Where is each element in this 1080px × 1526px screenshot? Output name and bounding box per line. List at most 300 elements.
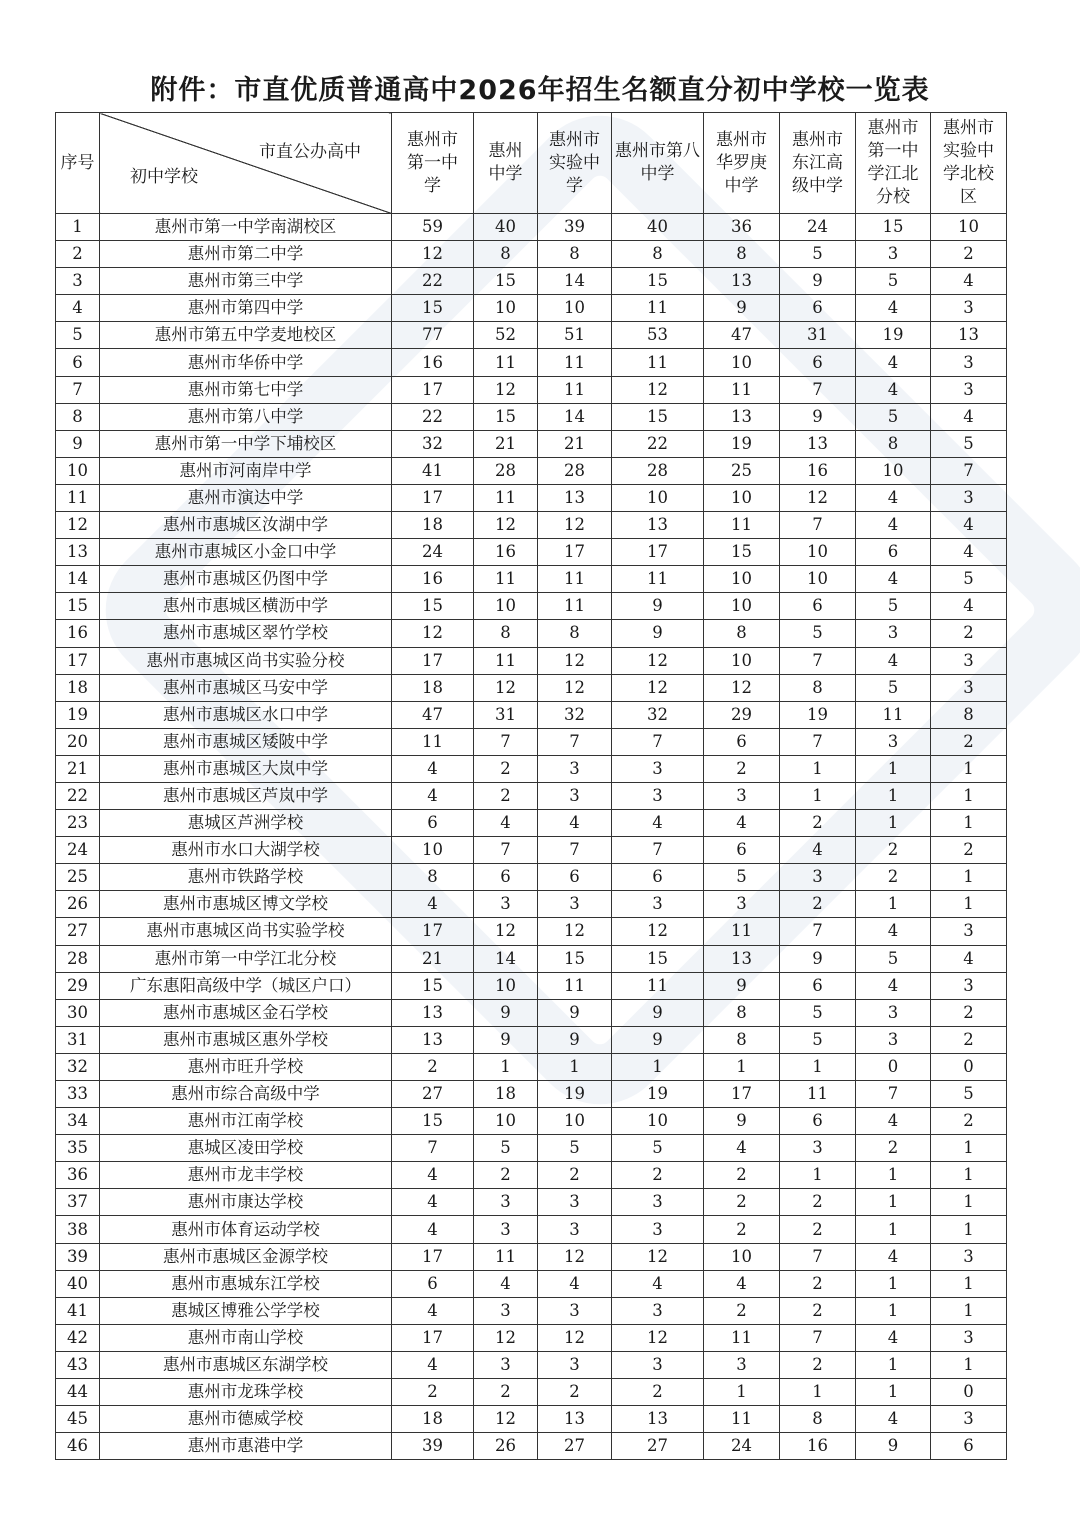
quota-cell: 5 (856, 403, 931, 430)
quota-cell: 11 (704, 512, 780, 539)
quota-cell: 7 (780, 512, 856, 539)
quota-cell: 19 (612, 1081, 704, 1108)
quota-cell: 39 (538, 214, 612, 241)
quota-cell: 12 (474, 674, 538, 701)
quota-cell: 11 (704, 376, 780, 403)
quota-cell: 2 (704, 1297, 780, 1324)
quota-cell: 5 (780, 999, 856, 1026)
quota-cell: 2 (780, 1216, 856, 1243)
quota-cell: 13 (392, 999, 474, 1026)
quota-cell: 21 (392, 945, 474, 972)
school-name-cell: 惠州市第四中学 (100, 295, 392, 322)
table-row (56, 945, 1007, 972)
quota-cell: 3 (931, 1324, 1007, 1351)
quota-cell: 0 (931, 1379, 1007, 1406)
quota-cell: 9 (612, 620, 704, 647)
school-name-cell: 惠州市惠城区博文学校 (100, 891, 392, 918)
school-name-cell: 广东惠阳高级中学（城区户口） (100, 972, 392, 999)
quota-cell: 15 (474, 268, 538, 295)
table-row (56, 1270, 1007, 1297)
quota-cell: 0 (931, 1053, 1007, 1080)
quota-cell: 26 (474, 1433, 538, 1460)
quota-cell: 40 (474, 214, 538, 241)
row-number-cell: 44 (56, 1379, 100, 1406)
quota-cell: 12 (474, 1324, 538, 1351)
table-row (56, 1108, 1007, 1135)
quota-cell: 7 (856, 1081, 931, 1108)
row-number-cell: 8 (56, 403, 100, 430)
quota-cell: 2 (856, 1135, 931, 1162)
quota-cell: 11 (474, 1243, 538, 1270)
quota-cell: 4 (392, 891, 474, 918)
quota-cell: 3 (538, 1189, 612, 1216)
quota-cell: 11 (538, 593, 612, 620)
quota-cell: 11 (474, 647, 538, 674)
quota-cell: 13 (780, 430, 856, 457)
quota-cell: 17 (392, 647, 474, 674)
high-school-axis-label: 市直公办高中 (259, 142, 361, 162)
quota-cell: 13 (612, 1406, 704, 1433)
quota-cell: 15 (612, 268, 704, 295)
row-number-cell: 45 (56, 1406, 100, 1433)
quota-cell: 11 (704, 918, 780, 945)
quota-cell: 3 (780, 864, 856, 891)
quota-cell: 77 (392, 322, 474, 349)
quota-cell: 1 (856, 1189, 931, 1216)
quota-cell: 32 (612, 701, 704, 728)
table-row (56, 512, 1007, 539)
quota-cell: 31 (780, 322, 856, 349)
quota-cell: 1 (856, 1162, 931, 1189)
quota-cell: 15 (704, 539, 780, 566)
row-number-cell: 29 (56, 972, 100, 999)
school-name-cell: 惠州市第五中学麦地校区 (100, 322, 392, 349)
quota-cell: 4 (856, 295, 931, 322)
quota-cell: 10 (704, 349, 780, 376)
quota-cell: 3 (612, 891, 704, 918)
quota-cell: 12 (612, 918, 704, 945)
quota-cell: 11 (474, 484, 538, 511)
quota-cell: 5 (856, 268, 931, 295)
quota-cell: 6 (538, 864, 612, 891)
quota-cell: 6 (392, 810, 474, 837)
row-number-cell: 14 (56, 566, 100, 593)
quota-cell: 4 (856, 647, 931, 674)
table-row (56, 620, 1007, 647)
quota-cell: 27 (612, 1433, 704, 1460)
quota-cell: 1 (931, 891, 1007, 918)
quota-cell: 13 (704, 403, 780, 430)
quota-cell: 15 (392, 593, 474, 620)
quota-cell: 18 (392, 1406, 474, 1433)
quota-cell: 10 (612, 1108, 704, 1135)
quota-cell: 4 (856, 918, 931, 945)
quota-cell: 3 (538, 755, 612, 782)
school-name-cell: 惠州市华侨中学 (100, 349, 392, 376)
table-row (56, 214, 1007, 241)
quota-cell: 11 (538, 349, 612, 376)
school-name-cell: 惠州市惠城区大岚中学 (100, 755, 392, 782)
table-row (56, 295, 1007, 322)
quota-cell: 2 (780, 1189, 856, 1216)
quota-cell: 6 (612, 864, 704, 891)
quota-cell: 39 (392, 1433, 474, 1460)
row-number-cell: 4 (56, 295, 100, 322)
quota-cell: 16 (780, 457, 856, 484)
quota-cell: 11 (612, 295, 704, 322)
table-row (56, 837, 1007, 864)
quota-cell: 11 (612, 972, 704, 999)
quota-cell: 9 (780, 945, 856, 972)
quota-cell: 19 (704, 430, 780, 457)
row-number-cell: 2 (56, 241, 100, 268)
quota-cell: 2 (856, 837, 931, 864)
table-row (56, 918, 1007, 945)
table-body (56, 214, 1007, 1460)
quota-cell: 12 (538, 512, 612, 539)
quota-cell: 4 (612, 810, 704, 837)
quota-cell: 1 (856, 891, 931, 918)
table-row (56, 566, 1007, 593)
quota-cell: 10 (612, 484, 704, 511)
quota-cell: 1 (704, 1053, 780, 1080)
quota-cell: 24 (704, 1433, 780, 1460)
quota-cell: 10 (474, 295, 538, 322)
quota-cell: 12 (392, 620, 474, 647)
quota-cell: 2 (538, 1379, 612, 1406)
quota-cell: 16 (780, 1433, 856, 1460)
row-number-cell: 9 (56, 430, 100, 457)
table-row (56, 1379, 1007, 1406)
quota-cell: 2 (538, 1162, 612, 1189)
quota-cell: 4 (856, 1406, 931, 1433)
quota-cell: 2 (931, 999, 1007, 1026)
quota-cell: 24 (780, 214, 856, 241)
quota-cell: 27 (538, 1433, 612, 1460)
quota-cell: 5 (704, 864, 780, 891)
quota-cell: 12 (612, 376, 704, 403)
quota-cell: 11 (538, 566, 612, 593)
row-number-cell: 31 (56, 1026, 100, 1053)
quota-cell: 6 (780, 593, 856, 620)
quota-cell: 2 (612, 1162, 704, 1189)
quota-cell: 8 (704, 620, 780, 647)
quota-cell: 5 (856, 593, 931, 620)
quota-cell: 17 (538, 539, 612, 566)
quota-cell: 4 (856, 484, 931, 511)
quota-cell: 7 (474, 728, 538, 755)
quota-cell: 12 (780, 484, 856, 511)
row-number-cell: 1 (56, 214, 100, 241)
quota-cell: 11 (612, 349, 704, 376)
quota-cell: 3 (931, 349, 1007, 376)
quota-cell: 3 (538, 1216, 612, 1243)
quota-cell: 47 (392, 701, 474, 728)
table-row (56, 728, 1007, 755)
quota-cell: 5 (780, 620, 856, 647)
quota-cell: 1 (856, 1297, 931, 1324)
quota-cell: 2 (931, 728, 1007, 755)
quota-cell: 3 (538, 1297, 612, 1324)
school-name-cell: 惠州市第一中学下埔校区 (100, 430, 392, 457)
quota-cell: 15 (392, 972, 474, 999)
school-name-cell: 惠州市德威学校 (100, 1406, 392, 1433)
row-number-cell: 17 (56, 647, 100, 674)
quota-cell: 6 (780, 1108, 856, 1135)
quota-cell: 16 (474, 539, 538, 566)
quota-cell: 2 (704, 1189, 780, 1216)
quota-cell: 3 (538, 1351, 612, 1378)
quota-cell: 3 (612, 1297, 704, 1324)
quota-cell: 8 (474, 620, 538, 647)
quota-cell: 10 (538, 295, 612, 322)
row-number-cell: 20 (56, 728, 100, 755)
table-row (56, 782, 1007, 809)
quota-cell: 12 (704, 674, 780, 701)
row-number-cell: 25 (56, 864, 100, 891)
quota-cell: 10 (704, 647, 780, 674)
quota-cell: 4 (392, 1351, 474, 1378)
quota-cell: 2 (704, 1162, 780, 1189)
table-row (56, 1243, 1007, 1270)
quota-cell: 19 (856, 322, 931, 349)
quota-cell: 3 (856, 1026, 931, 1053)
school-name-cell: 惠州市惠城区小金口中学 (100, 539, 392, 566)
table-row (56, 1189, 1007, 1216)
quota-cell: 10 (780, 566, 856, 593)
quota-cell: 36 (704, 214, 780, 241)
quota-cell: 25 (704, 457, 780, 484)
table-row (56, 891, 1007, 918)
quota-cell: 40 (612, 214, 704, 241)
quota-cell: 1 (780, 782, 856, 809)
table-row (56, 1406, 1007, 1433)
row-number-cell: 40 (56, 1270, 100, 1297)
quota-cell: 3 (931, 484, 1007, 511)
quota-cell: 6 (704, 837, 780, 864)
quota-cell: 7 (612, 837, 704, 864)
quota-cell: 3 (856, 241, 931, 268)
row-number-cell: 39 (56, 1243, 100, 1270)
quota-cell: 13 (392, 1026, 474, 1053)
school-name-cell: 惠州市惠城区金源学校 (100, 1243, 392, 1270)
quota-cell: 10 (474, 593, 538, 620)
quota-cell: 9 (856, 1433, 931, 1460)
quota-cell: 2 (474, 1379, 538, 1406)
quota-cell: 7 (780, 918, 856, 945)
school-name-cell: 惠州市惠港中学 (100, 1433, 392, 1460)
column-header: 惠州中学 (474, 113, 538, 214)
table-row (56, 1135, 1007, 1162)
quota-cell: 4 (538, 810, 612, 837)
row-number-cell: 7 (56, 376, 100, 403)
quota-table (55, 112, 1007, 1460)
quota-cell: 10 (704, 566, 780, 593)
row-number-cell: 16 (56, 620, 100, 647)
quota-cell: 4 (612, 1270, 704, 1297)
quota-cell: 8 (704, 999, 780, 1026)
quota-cell: 3 (856, 999, 931, 1026)
quota-cell: 5 (474, 1135, 538, 1162)
table-row (56, 430, 1007, 457)
quota-cell: 17 (392, 918, 474, 945)
quota-cell: 15 (392, 295, 474, 322)
quota-cell: 28 (474, 457, 538, 484)
quota-cell: 53 (612, 322, 704, 349)
quota-cell: 13 (538, 484, 612, 511)
quota-cell: 14 (538, 403, 612, 430)
quota-cell: 10 (474, 1108, 538, 1135)
row-number-cell: 38 (56, 1216, 100, 1243)
row-number-cell: 27 (56, 918, 100, 945)
row-number-cell: 36 (56, 1162, 100, 1189)
quota-cell: 31 (474, 701, 538, 728)
row-number-cell: 28 (56, 945, 100, 972)
row-number-cell: 6 (56, 349, 100, 376)
quota-cell: 12 (538, 918, 612, 945)
table-row (56, 322, 1007, 349)
quota-cell: 7 (780, 376, 856, 403)
quota-cell: 3 (538, 891, 612, 918)
quota-cell: 1 (856, 810, 931, 837)
quota-cell: 6 (704, 728, 780, 755)
diagonal-header-cell (100, 113, 392, 214)
quota-cell: 4 (931, 268, 1007, 295)
quota-cell: 3 (538, 782, 612, 809)
table-row (56, 755, 1007, 782)
school-name-cell: 惠州市惠城区金石学校 (100, 999, 392, 1026)
quota-cell: 3 (474, 1189, 538, 1216)
quota-cell: 10 (474, 972, 538, 999)
quota-cell: 9 (780, 403, 856, 430)
quota-cell: 28 (538, 457, 612, 484)
table-row (56, 268, 1007, 295)
quota-cell: 24 (392, 539, 474, 566)
table-row (56, 999, 1007, 1026)
table-row (56, 674, 1007, 701)
quota-cell: 4 (856, 1324, 931, 1351)
quota-cell: 5 (856, 945, 931, 972)
school-name-cell: 惠州市第二中学 (100, 241, 392, 268)
column-header: 惠州市实验中学 (538, 113, 612, 214)
quota-cell: 1 (931, 1189, 1007, 1216)
quota-cell: 16 (392, 566, 474, 593)
row-number-cell: 37 (56, 1189, 100, 1216)
column-header: 惠州市第八中学 (612, 113, 704, 214)
quota-cell: 9 (612, 593, 704, 620)
column-header: 惠州市华罗庚中学 (704, 113, 780, 214)
quota-cell: 2 (780, 1297, 856, 1324)
quota-cell: 2 (612, 1379, 704, 1406)
quota-cell: 4 (856, 376, 931, 403)
seq-header: 序号 (56, 113, 100, 214)
quota-cell: 3 (612, 755, 704, 782)
quota-cell: 6 (931, 1433, 1007, 1460)
quota-cell: 10 (780, 539, 856, 566)
school-name-cell: 惠州市体育运动学校 (100, 1216, 392, 1243)
quota-cell: 12 (474, 512, 538, 539)
table-row (56, 593, 1007, 620)
school-name-cell: 惠州市旺升学校 (100, 1053, 392, 1080)
quota-cell: 0 (856, 1053, 931, 1080)
quota-cell: 9 (612, 999, 704, 1026)
quota-cell: 3 (474, 1216, 538, 1243)
quota-cell: 4 (474, 1270, 538, 1297)
quota-cell: 1 (931, 755, 1007, 782)
quota-cell: 8 (856, 430, 931, 457)
table-row (56, 972, 1007, 999)
quota-cell: 2 (392, 1053, 474, 1080)
quota-cell: 1 (856, 782, 931, 809)
quota-cell: 3 (704, 1351, 780, 1378)
quota-cell: 10 (704, 593, 780, 620)
quota-cell: 10 (538, 1108, 612, 1135)
quota-cell: 21 (474, 430, 538, 457)
quota-cell: 8 (704, 241, 780, 268)
quota-cell: 11 (612, 566, 704, 593)
row-number-cell: 43 (56, 1351, 100, 1378)
row-number-cell: 26 (56, 891, 100, 918)
table-row (56, 1162, 1007, 1189)
quota-cell: 8 (392, 864, 474, 891)
quota-cell: 4 (392, 1189, 474, 1216)
quota-cell: 3 (612, 1189, 704, 1216)
school-name-cell: 惠州市惠城区矮陂中学 (100, 728, 392, 755)
quota-cell: 12 (474, 918, 538, 945)
quota-cell: 3 (704, 891, 780, 918)
table-row (56, 647, 1007, 674)
quota-cell: 8 (538, 241, 612, 268)
row-number-cell: 32 (56, 1053, 100, 1080)
quota-cell: 5 (931, 430, 1007, 457)
row-number-cell: 30 (56, 999, 100, 1026)
quota-cell: 2 (931, 837, 1007, 864)
quota-cell: 1 (931, 1270, 1007, 1297)
quota-cell: 11 (780, 1081, 856, 1108)
quota-cell: 3 (856, 620, 931, 647)
quota-cell: 8 (931, 701, 1007, 728)
school-name-cell: 惠州市第八中学 (100, 403, 392, 430)
quota-cell: 6 (780, 295, 856, 322)
quota-cell: 9 (474, 999, 538, 1026)
table-row (56, 1053, 1007, 1080)
quota-cell: 2 (931, 1108, 1007, 1135)
row-number-cell: 12 (56, 512, 100, 539)
quota-cell: 15 (392, 1108, 474, 1135)
quota-cell: 7 (612, 728, 704, 755)
school-name-cell: 惠州市南山学校 (100, 1324, 392, 1351)
quota-cell: 22 (612, 430, 704, 457)
school-name-cell: 惠州市第一中学南湖校区 (100, 214, 392, 241)
page-title: 附件：市直优质普通高中2026年招生名额直分初中学校一览表 (150, 75, 930, 106)
quota-cell: 19 (538, 1081, 612, 1108)
school-name-cell: 惠州市惠城区惠外学校 (100, 1026, 392, 1053)
quota-cell: 22 (392, 268, 474, 295)
table-row (56, 403, 1007, 430)
quota-cell: 12 (538, 674, 612, 701)
quota-cell: 13 (931, 322, 1007, 349)
quota-cell: 22 (392, 403, 474, 430)
quota-cell: 3 (474, 891, 538, 918)
quota-cell: 2 (931, 241, 1007, 268)
table-row (56, 1216, 1007, 1243)
quota-cell: 5 (780, 241, 856, 268)
school-name-cell: 惠州市惠城区汝湖中学 (100, 512, 392, 539)
quota-cell: 4 (474, 810, 538, 837)
quota-cell: 4 (856, 512, 931, 539)
quota-cell: 51 (538, 322, 612, 349)
table-row (56, 701, 1007, 728)
